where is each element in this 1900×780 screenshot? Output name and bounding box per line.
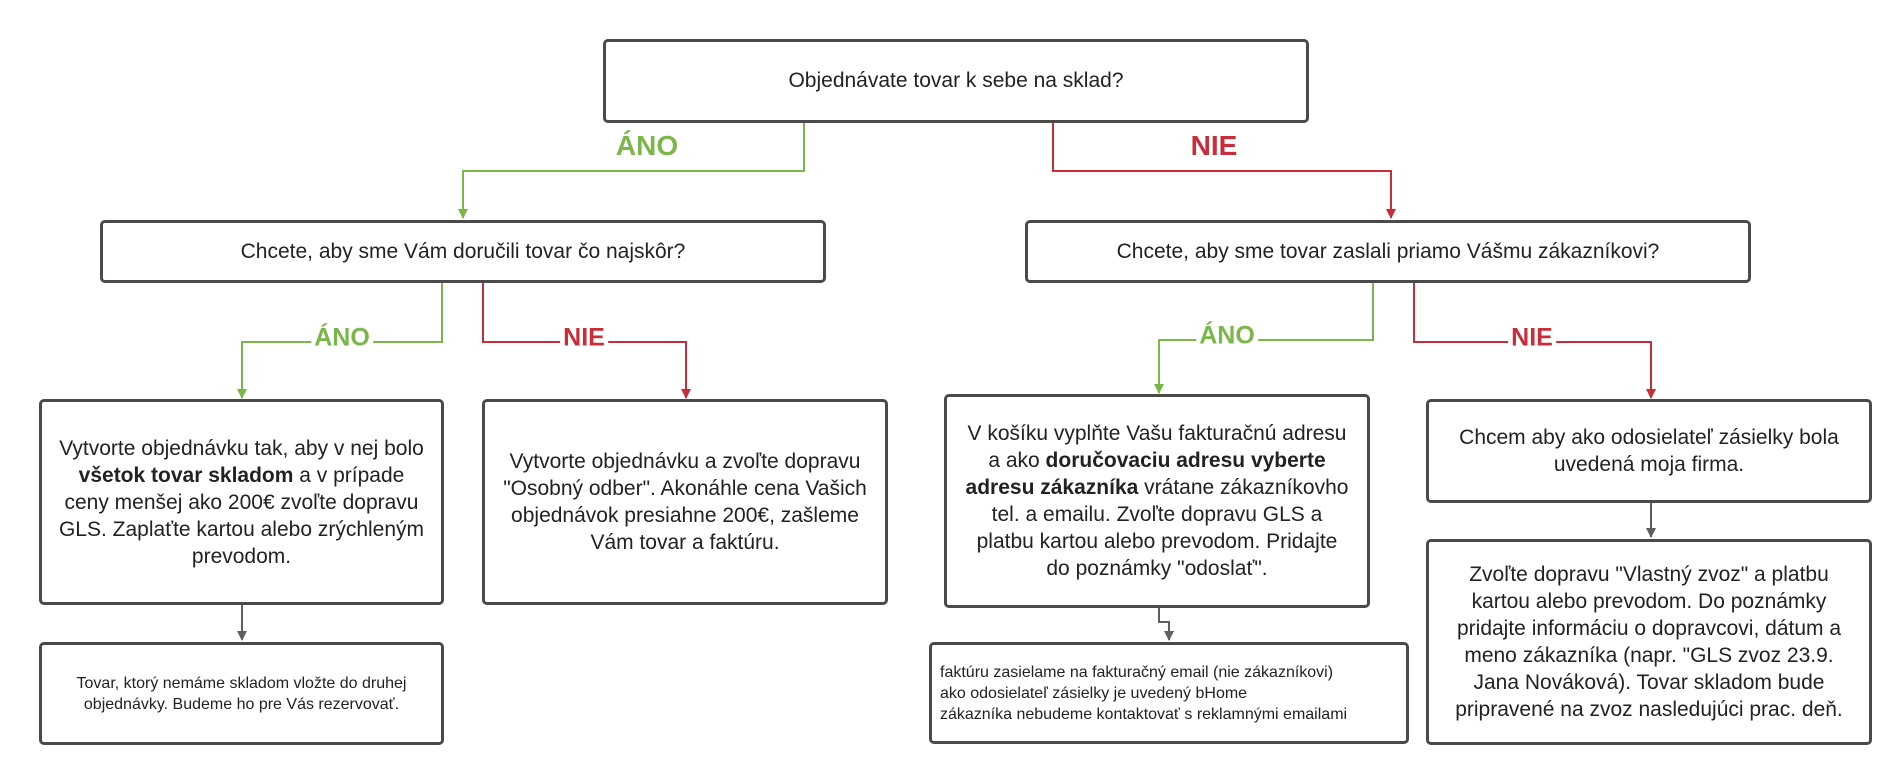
root-no-label: NIE xyxy=(1188,132,1241,160)
right-no-label: NIE xyxy=(1508,326,1556,351)
emphasis-in-stock: všetok tovar skladom xyxy=(78,463,294,487)
root-question-box xyxy=(603,39,1309,123)
right-question-box xyxy=(1025,220,1751,283)
left-question-box xyxy=(100,220,826,283)
left-yes-instruction-box xyxy=(39,399,444,605)
right-yes-instruction-box xyxy=(944,394,1370,608)
left-question-text: Chcete, aby sme Vám doručili tovar čo najskôr? xyxy=(240,239,686,263)
left-yes-note-box xyxy=(39,642,444,745)
right-yes-label: ÁNO xyxy=(1196,324,1258,349)
right-no-detail-text: Zvoľte dopravu "Vlastný zvoz" a platbu kartou alebo prevodom. Do poznámky pridajte informáciu o dopravcovi, dátum a meno zákazníka (napr. "GLS zvoz 23.9. Jana Nováková). Tovar skladom bude pripravené na zvoz nasledujúci prac. deň. xyxy=(1455,563,1843,721)
right-yes-instruction-text: V košíku vyplňte Vašu fakturačnú adresu a ako doručovaciu adresu vyberte adresu zákazníka vrátane zákazníkovho tel. a emailu. Zvoľte dopravu GLS a platbu kartou alebo prevodom. Pridajte do poznámky "odoslať". xyxy=(965,422,1349,580)
left-yes-label: ÁNO xyxy=(311,326,373,351)
connector-right-yes xyxy=(1159,282,1373,393)
right-yes-note-box xyxy=(929,642,1409,744)
right-yes-note-text: faktúru zasielame na fakturačný email (nie zákazníkovi) ako odosielateľ zásielky je uvedený bHome zákazníka nebudeme kontaktovať s reklamnými emailami xyxy=(940,663,1348,723)
left-no-instruction-text: Vytvorte objednávku a zvoľte dopravu "Osobný odber". Akonáhle cena Vašich objednávok presiahne 200€, zašleme Vám tovar a faktúru. xyxy=(503,450,867,554)
root-question-text: Objednávate tovar k sebe na sklad? xyxy=(788,69,1124,92)
emphasis-delivery-address: doručovaciu adresu vyberte adresu zákazníka xyxy=(965,449,1326,499)
root-yes-label: ÁNO xyxy=(613,132,681,160)
left-yes-instruction-text: Vytvorte objednávku tak, aby v nej bolo všetok tovar skladom a v prípade ceny menšej ako 200€ zvoľte dopravu GLS. Zaplaťte kartou alebo zrýchleným prevodom. xyxy=(58,436,425,568)
left-no-instruction-box xyxy=(482,399,888,605)
left-no-label: NIE xyxy=(560,326,608,351)
connector-rl-note xyxy=(1159,608,1169,640)
right-no-detail-box xyxy=(1426,539,1872,745)
right-no-option-text: Chcem aby ako odosielateľ zásielky bola uvedená moja firma. xyxy=(1459,426,1839,476)
left-yes-note-text: Tovar, ktorý nemáme skladom vložte do druhej objednávky. Budeme ho pre Vás rezervovať. xyxy=(76,674,407,713)
right-question-text: Chcete, aby sme tovar zaslali priamo Vášmu zákazníkovi? xyxy=(1116,239,1660,263)
right-no-option-box xyxy=(1426,399,1872,503)
